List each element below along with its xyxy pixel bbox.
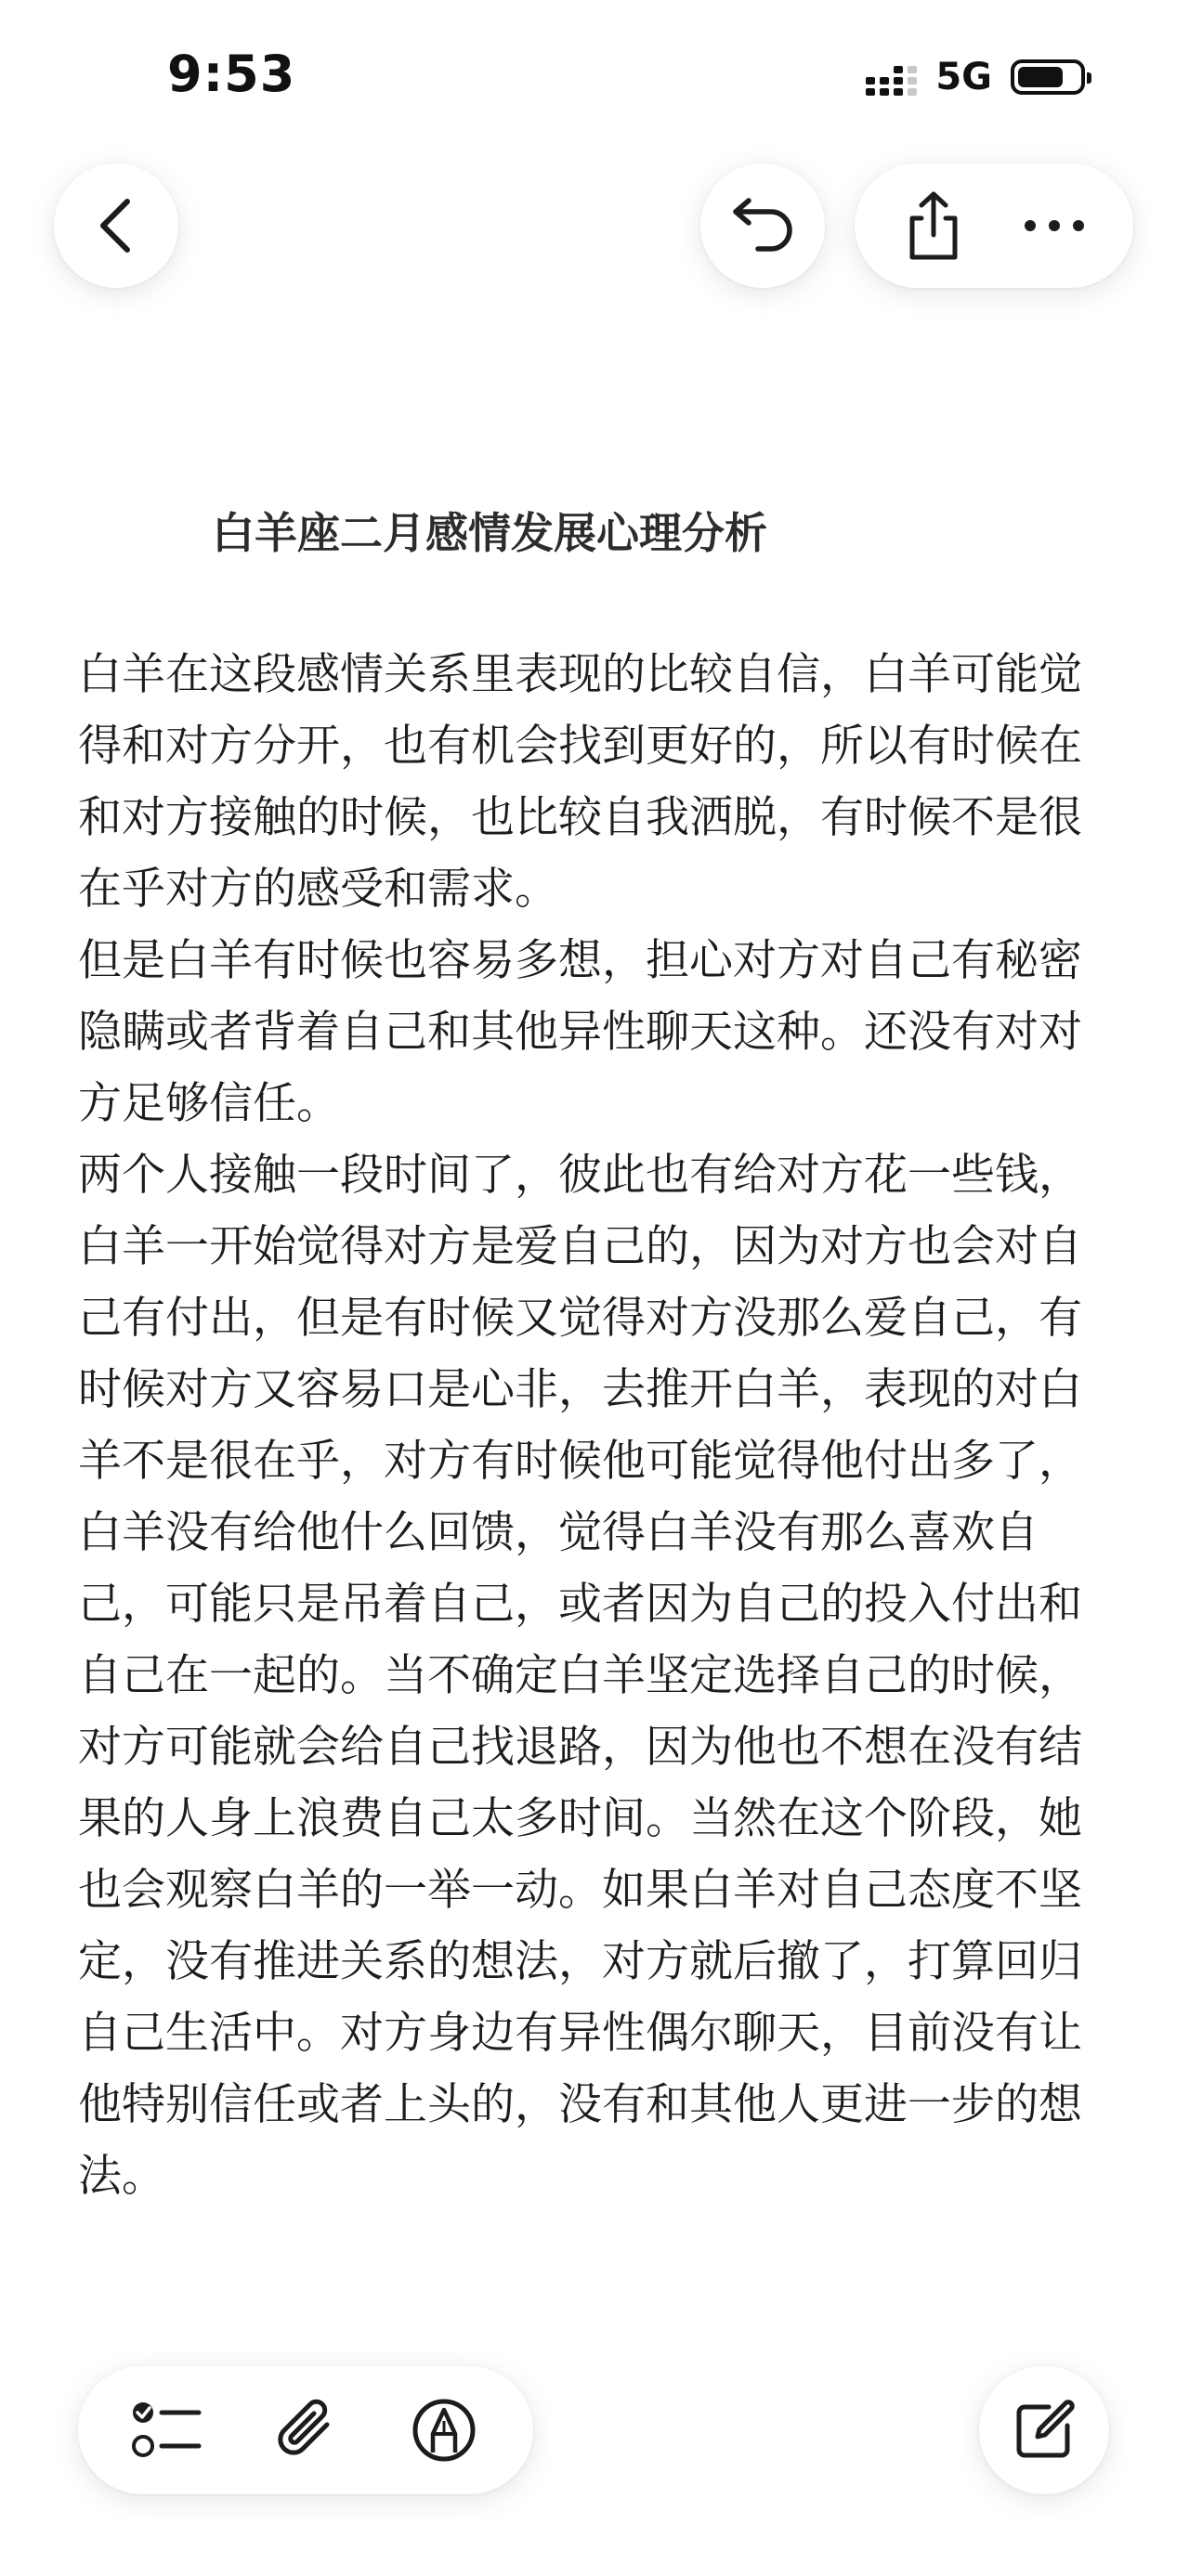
note-paragraph[interactable]: 白羊在这段感情关系里表现的比较自信，白羊可能觉得和对方分开，也有机会找到更好的，所以有时候在和对方接触的时候，也比较自我洒脱，有时候不是很在乎对方的感受和需求。 [78,649,1082,915]
compose-button[interactable] [979,2366,1109,2494]
pen-markup-icon [411,2397,477,2464]
compose-icon [1012,2398,1077,2463]
attachment-button[interactable] [255,2379,357,2481]
chevron-left-icon [96,196,137,255]
more-button[interactable] [1003,175,1105,277]
status-bar [0,0,1189,158]
share-button[interactable] [882,175,985,277]
paperclip-icon [275,2397,336,2464]
note-paragraph[interactable]: 两个人接触一段时间了，彼此也有给对方花一些钱，白羊一开始觉得对方是爱自己的，因为对方也会对自己有付出，但是有时候又觉得对方没那么爱自己，有时候对方又容易口是心非，去推开白羊，表现的对白羊不是很在乎，对方有时候他可能觉得他付出多了，白羊没有给他什么回馈，觉得白羊没有那么喜欢自己，可能只是吊着自己，或者因为自己的投入付出和自己在一起的。当不确定白羊坚定选择自己的时候，对方可能就会给自己找退路，因为他也不想在没有结果的人身上浪费自己太多时间。当然在这个阶段，她也会观察白羊的一举一动。如果白羊对自己态度不坚定，没有推进关系的想法，对方就后撤了，打算回归自己生活中。对方身边有异性偶尔聊天，目前没有让他特别信任或者上头的，没有和其他人更进一步的想法。 [78,1150,1082,2202]
status-time: 9:53 [167,45,296,103]
note-body[interactable] [78,639,1109,2212]
back-button[interactable] [54,163,178,288]
markup-button[interactable] [393,2379,495,2481]
battery-level-fill [1018,67,1063,87]
undo-icon [730,197,795,254]
more-icon [1024,219,1085,232]
share-more-group [855,163,1133,288]
network-type-label: 5G [935,56,992,98]
undo-button[interactable] [700,163,825,288]
cellular-signal-icon [866,59,917,96]
bottom-toolbar [78,2366,533,2494]
battery-icon [1011,59,1085,95]
status-indicators [866,56,1085,98]
checklist-icon [132,2400,203,2461]
note-paragraph[interactable]: 但是白羊有时候也容易多想，担心对方对自己有秘密隐瞒或者背着自己和其他异性聊天这种。还没有对对方足够信任。 [78,935,1082,1129]
note-title[interactable]: 白羊座二月感情发展心理分析 [212,508,767,558]
checklist-button[interactable] [116,2379,218,2481]
share-icon [905,190,962,261]
